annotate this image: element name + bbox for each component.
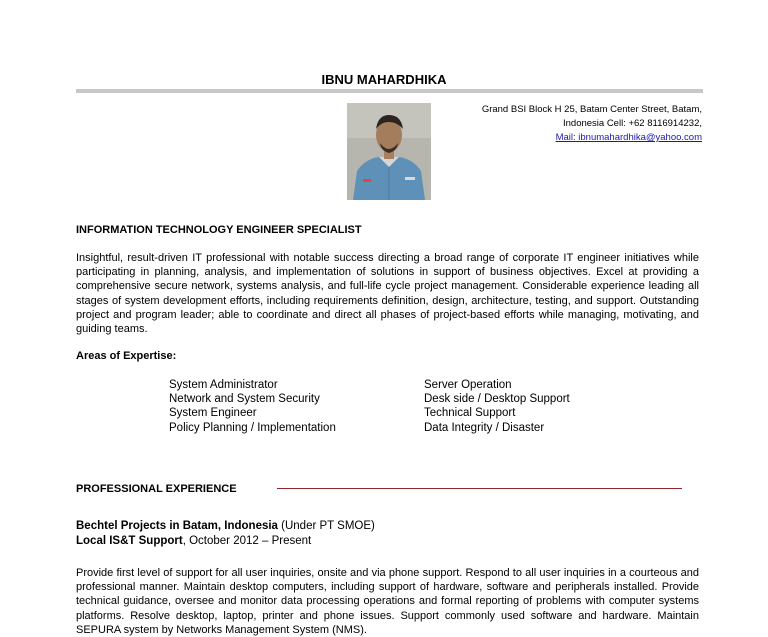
expertise-heading: Areas of Expertise: [76,350,177,362]
person-photo-icon [347,103,431,200]
profile-photo [347,103,431,200]
summary-paragraph: Insightful, result-driven IT professional with notable success directing a broad range of corporate IT engineer initiatives while participating in planning, analysis, and implementation of solutions in support of business objectives. Excel at providing a comprehensive secure network, systems analysis, and full-life cycle project management. Considerable experience leading all stages of system development efforts, including requirements definition, design, architecture, testing, and support. Outstanding project and program leader; able to coordinate and direct all phases of project-based efforts while managing, motivating, and guiding teams. [76,252,699,336]
role-title: Local IS&T Support [76,535,183,547]
company-note: (Under PT SMOE) [277,520,375,532]
experience-divider [277,488,682,489]
contact-block [402,103,702,145]
expertise-item: Technical Support [424,407,516,420]
email-link[interactable]: Mail: ibnumahardhika@yahoo.com [555,132,702,143]
expertise-item: System Administrator [169,379,278,391]
expertise-item: Server Operation [424,379,512,391]
job-title-heading: INFORMATION TECHNOLOGY ENGINEER SPECIALIST [76,224,362,236]
role-line [76,533,311,549]
company-name: Bechtel Projects in Batam, Indonesia [76,520,278,532]
address-line-1: Grand BSI Block H 25, Batam Center Street, Batam, [481,104,702,115]
header-rule [76,89,703,93]
company-line [76,518,375,534]
expertise-item: Policy Planning / Implementation [169,421,336,434]
expertise-item: Network and System Security [169,393,320,406]
address-line-2: Indonesia Cell: +62 8116914232, [562,118,702,129]
candidate-name: IBNU MAHARDHIKA [321,72,447,87]
expertise-item: Data Integrity / Disaster [424,421,545,434]
experience-description: Provide first level of support for all user inquiries, onsite and via phone support. Respond to all user inquiries in a courteous and professional manner. Maintain desktop computers, including support of hardware, software and peripherals installed. Provide technical guidance, oversee and monitor data processing operations and formal reporting of problems with computer systems platforms. Resolve desktop, laptop, printer and phone issues. Support commonly used software and hardware. Maintain SEPURA system by Networks Management System (NMS). [76,567,699,636]
expertise-left-list [169,378,336,435]
expertise-right-list [424,378,570,435]
role-dates: , October 2012 – Present [182,535,312,547]
expertise-item: System Engineer [169,407,257,420]
expertise-item: Desk side / Desktop Support [424,393,570,406]
experience-heading: PROFESSIONAL EXPERIENCE [76,483,237,495]
